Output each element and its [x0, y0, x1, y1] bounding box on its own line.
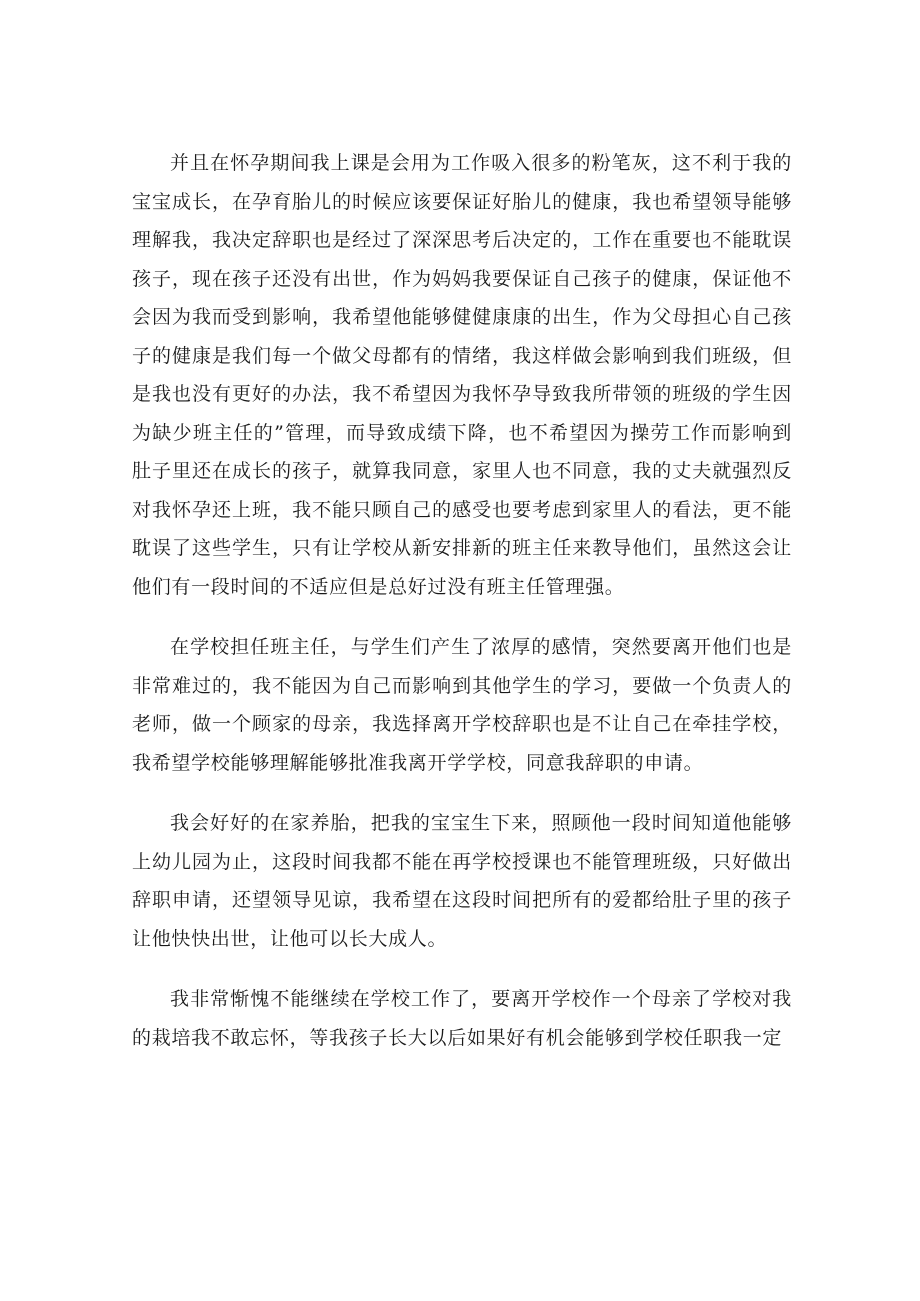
paragraph-3: 我会好好的在家养胎，把我的宝宝生下来，照顾他一段时间知道他能够上幼儿园为止，这段时间我都不能在再学校授课也不能管理班级，只好做出辞职申请，还望领导见谅，我希望在这段时间把所有的爱都给肚子里的孩子让他快快出世，让他可以长大成人。: [132, 812, 792, 950]
paragraph-1: 并且在怀孕期间我上课是会用为工作吸入很多的粉笔灰，这不利于我的宝宝成长，在孕育胎儿的时候应该要保证好胎儿的健康，我也希望领导能够理解我，我决定辞职也是经过了深深思考后决定的，工作在重要也不能耽误孩子，现在孩子还没有出世，作为妈妈我要保证自己孩子的健康，保证他不会因为我而受到影响，我希望他能够健健康康的出生，作为父母担心自己孩子的健康是我们每一个做父母都有的情绪，我这样做会影响到我们班级，但是我也没有更好的办法，我不希望因为我怀孕导致我所带领的班级的学生因为缺少班主任的”管理，而导致成绩下降，也不希望因为操劳工作而影响到肚子里还在成长的孩子，就算我同意，家里人也不同意，我的丈夫就强烈反对我怀孕还上班，我不能只顾自己的感受也要考虑到家里人的看法，更不能耽误了这些学生，只有让学校从新安排新的班主任来教导他们，虽然这会让他们有一段时间的不适应但是总好过没有班主任管理强。: [132, 152, 792, 598]
document-body: [132, 144, 792, 1079]
paragraph-4: 我非常惭愧不能继续在学校工作了，要离开学校作一个母亲了学校对我的栽培我不敢忘怀，等我孩子长大以后如果好有机会能够到学校任职我一定: [132, 988, 792, 1049]
paragraph-2: 在学校担任班主任，与学生们产生了浓厚的感情，突然要离开他们也是非常难过的，我不能因为自己而影响到其他学生的学习，要做一个负责人的老师，做一个顾家的母亲，我选择离开学校辞职也是不让自己在牵挂学校，我希望学校能够理解能够批准我离开学学校，同意我辞职的申请。: [132, 636, 792, 774]
